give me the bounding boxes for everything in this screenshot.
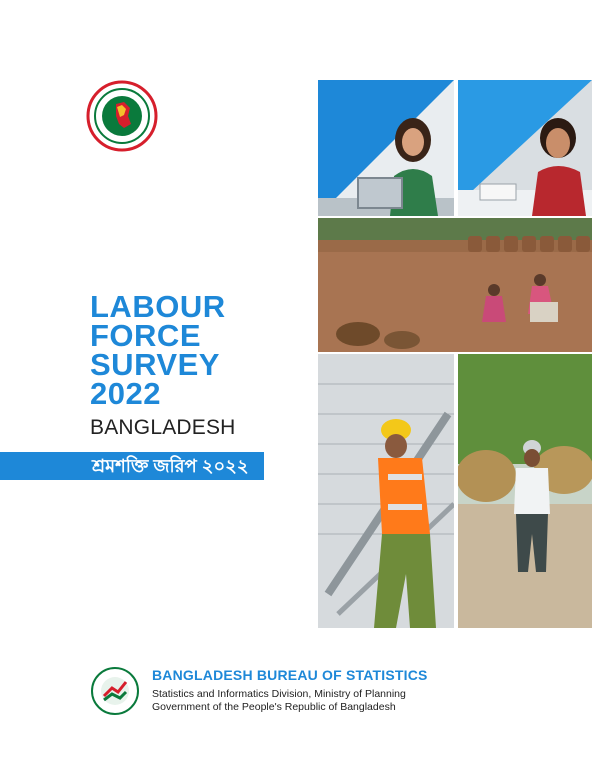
photo-man-carrying-harvest	[458, 354, 592, 628]
publisher-line-1: Statistics and Informatics Division, Ministry of Planning	[152, 688, 406, 700]
bengali-title-band	[0, 452, 264, 480]
title-line-3: SURVEY	[90, 347, 220, 382]
photo-garment-worker	[458, 80, 592, 216]
bbs-logo-icon	[90, 666, 140, 716]
bangladesh-government-seal-icon	[86, 80, 158, 152]
publisher-name: BANGLADESH BUREAU OF STATISTICS	[152, 667, 428, 683]
title-block	[90, 289, 236, 440]
publisher-line-2: Government of the People's Republic of Bangladesh	[152, 701, 396, 713]
construction-worker-photo-icon	[318, 354, 454, 628]
bengali-title: শ্রমশক্তি জরিপ ২০২২	[92, 456, 249, 476]
country-name: BANGLADESH	[90, 416, 236, 439]
woman-with-laptop-photo-icon	[318, 80, 454, 216]
man-carrying-harvest-photo-icon	[458, 354, 592, 628]
publisher-block	[152, 667, 428, 714]
garment-worker-photo-icon	[458, 80, 592, 216]
title-line-2: FORCE	[90, 318, 201, 353]
title-line-4: 2022	[90, 376, 161, 411]
bbs-logo	[90, 666, 140, 716]
title-line-1: LABOUR	[90, 289, 226, 324]
farm-workers-photo-icon	[318, 218, 592, 352]
photo-woman-with-laptop	[318, 80, 454, 216]
photo-farm-workers	[318, 218, 592, 352]
photo-construction-worker	[318, 354, 454, 628]
government-seal	[86, 80, 158, 152]
